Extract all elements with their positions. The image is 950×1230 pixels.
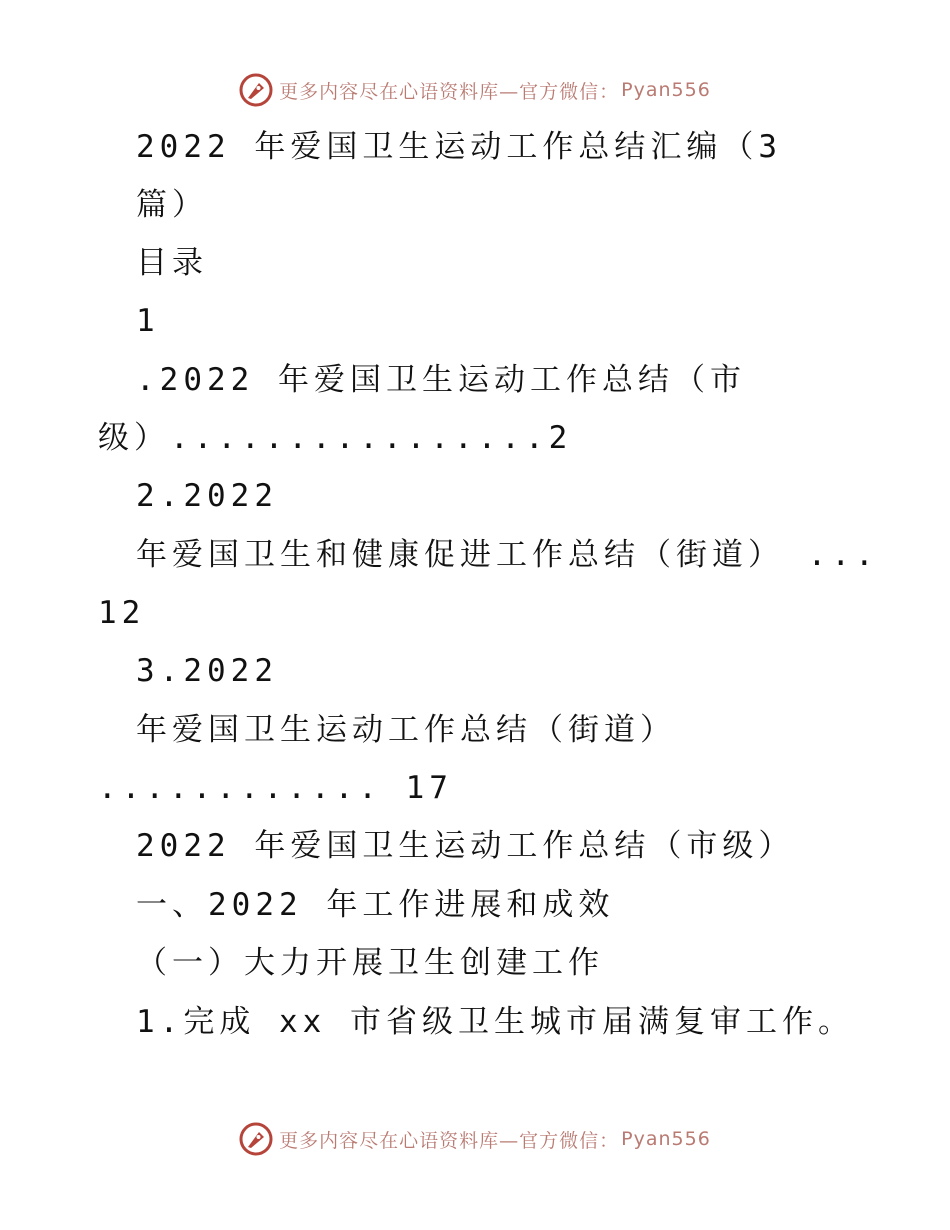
pen-nib-seal-icon	[239, 1122, 273, 1156]
toc-item-3-number: 3.2022	[136, 653, 278, 689]
toc-item-3-page: ............ 17	[98, 770, 453, 806]
watermark-text: 更多内容尽在心语资料库—官方微信：	[279, 1129, 620, 1152]
toc-item-1-title: .2022 年爱国卫生运动工作总结（市	[136, 362, 746, 398]
watermark-wechat-id: Pyan556	[621, 1128, 711, 1150]
toc-item-3-title: 年爱国卫生运动工作总结（街道）	[136, 712, 676, 748]
section-title: 2022 年爱国卫生运动工作总结（市级）	[136, 828, 795, 864]
watermark-header	[0, 70, 950, 110]
watermark-wechat-id: Pyan556	[621, 79, 711, 101]
toc-item-2-title: 年爱国卫生和健康促进工作总结（街道） ...	[136, 537, 879, 573]
pen-nib-seal-icon	[239, 73, 273, 107]
toc-item-1-page: 级）................2	[98, 420, 573, 456]
paragraph-line: 1.完成 xx 市省级卫生城市届满复审工作。	[136, 1004, 854, 1040]
toc-item-2-number: 2.2022	[136, 478, 278, 514]
toc-heading: 目录	[136, 245, 208, 281]
watermark-text: 更多内容尽在心语资料库—官方微信：	[279, 80, 620, 103]
doc-title-line-2: 篇）	[136, 187, 208, 223]
heading-level-1: 一、2022 年工作进展和成效	[136, 887, 615, 923]
heading-level-2: （一）大力开展卫生创建工作	[136, 945, 604, 981]
doc-title-line-1: 2022 年爱国卫生运动工作总结汇编（3	[136, 129, 782, 165]
toc-item-2-page: 12	[98, 595, 146, 631]
toc-item-1-number: 1	[136, 303, 160, 339]
watermark-footer	[0, 1119, 950, 1159]
